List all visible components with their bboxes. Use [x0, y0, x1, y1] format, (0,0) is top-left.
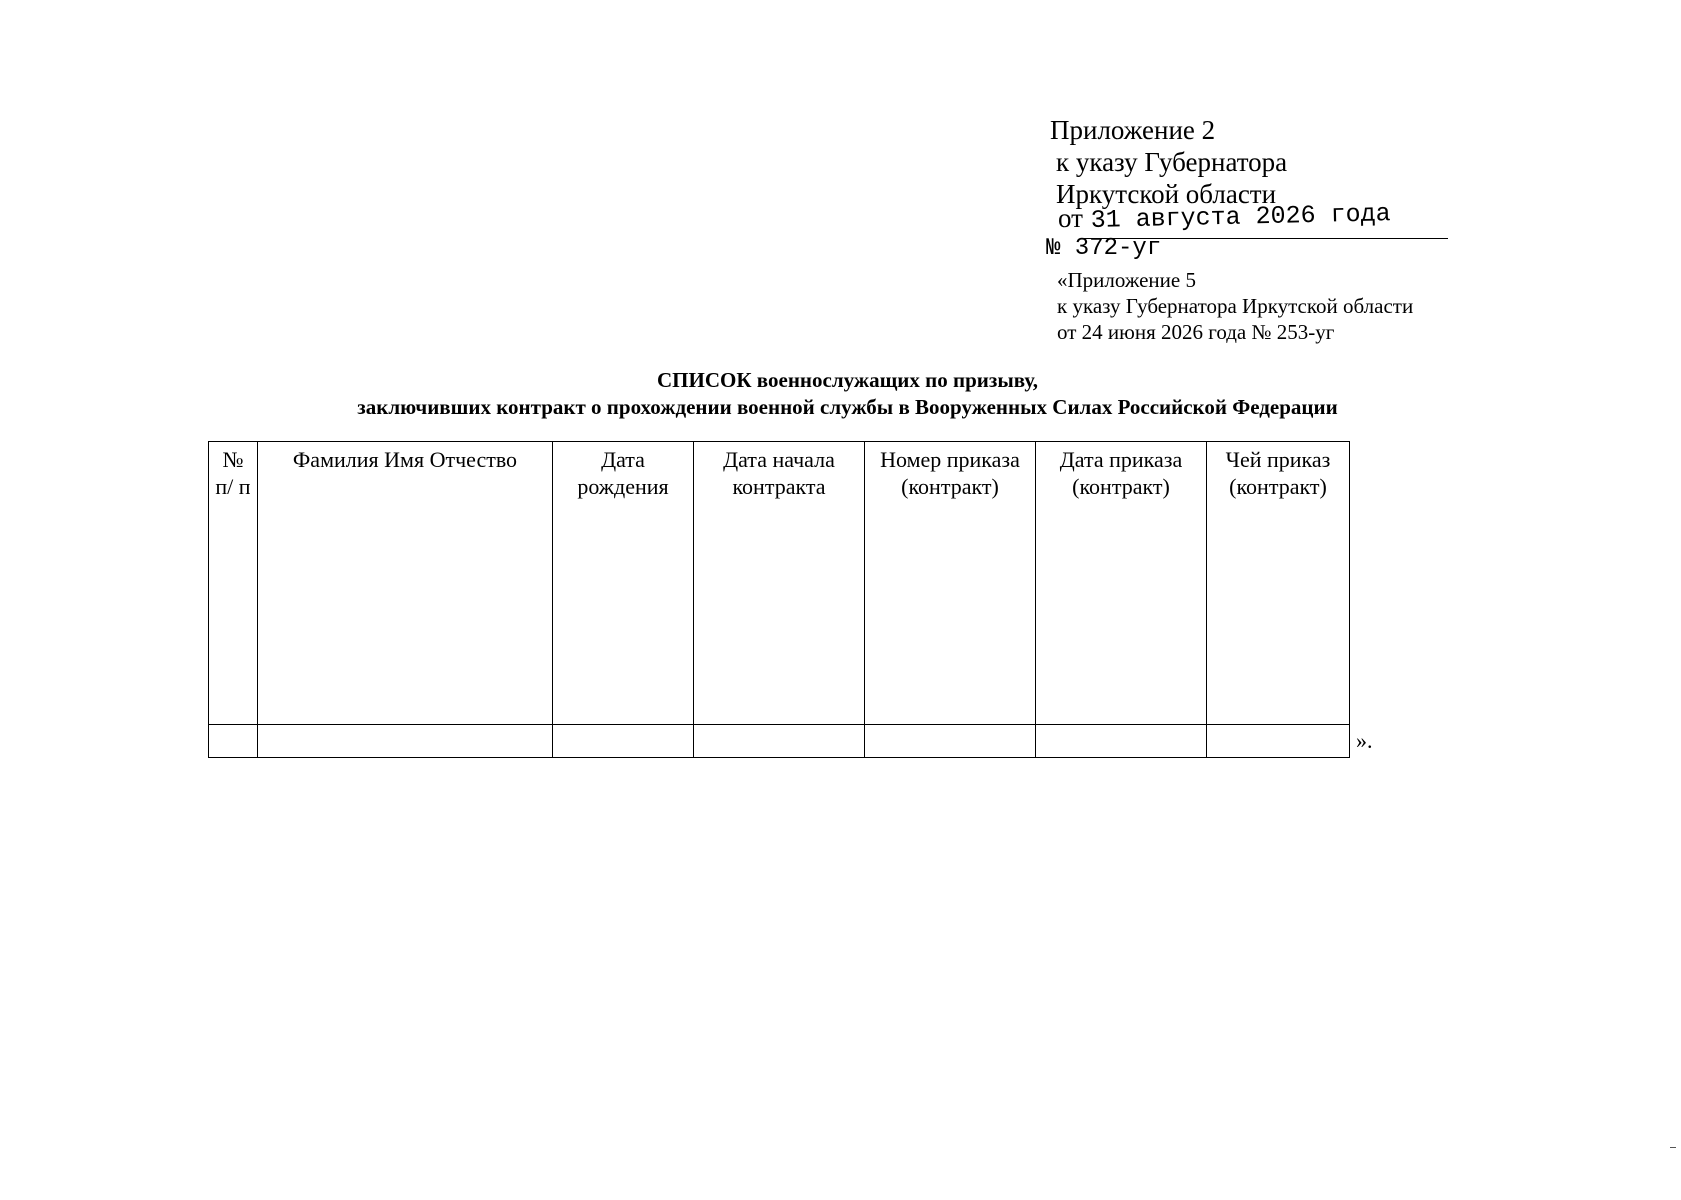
list-title: СПИСОК военнослужащих по призыву, — [657, 368, 1038, 392]
table-cell — [258, 725, 553, 758]
closing-quote-mark: ». — [1356, 728, 1373, 753]
appendix-region: Иркутской области — [1056, 179, 1277, 209]
table-cell — [1207, 725, 1350, 758]
previous-appendix — [1057, 267, 1413, 345]
previous-appendix-decree: к указу Губернатора Иркутской области — [1057, 294, 1414, 318]
scan-edge-mark — [1670, 1147, 1676, 1148]
column-header-birth-date: Дата рождения — [553, 442, 694, 725]
appendix-title: Приложение 2 — [1050, 115, 1216, 145]
list-subtitle: заключивших контракт о прохождении военной службы в Вооруженных Силах Российской Федерации — [357, 395, 1338, 419]
table-cell — [1036, 725, 1207, 758]
previous-appendix-date: от 24 июня 2026 года № 253-уг — [1057, 320, 1335, 344]
appendix-header — [1050, 114, 1287, 210]
appendix-decree-ref: к указу Губернатора — [1056, 147, 1288, 177]
table-cell — [209, 725, 258, 758]
previous-appendix-title: «Приложение 5 — [1057, 268, 1196, 292]
decree-date: 31 августа 2026 года — [1090, 199, 1391, 235]
table-cell — [865, 725, 1036, 758]
decree-number: № 372-уг — [1046, 235, 1162, 262]
servicemen-table — [208, 441, 1350, 758]
table-cell — [694, 725, 865, 758]
table-row — [209, 725, 1350, 758]
column-header-contract-start: Дата начала контракта — [694, 442, 865, 725]
column-header-number: № п/ п — [209, 442, 258, 725]
column-header-order-issuer: Чей приказ (контракт) — [1207, 442, 1350, 725]
table-header-row — [209, 442, 1350, 725]
column-header-order-number: Номер приказа (контракт) — [865, 442, 1036, 725]
date-prefix: от — [1058, 203, 1083, 233]
appendix-date-row — [1058, 199, 1391, 235]
column-header-full-name: Фамилия Имя Отчество — [258, 442, 553, 725]
table-cell — [553, 725, 694, 758]
column-header-order-date: Дата приказа (контракт) — [1036, 442, 1207, 725]
